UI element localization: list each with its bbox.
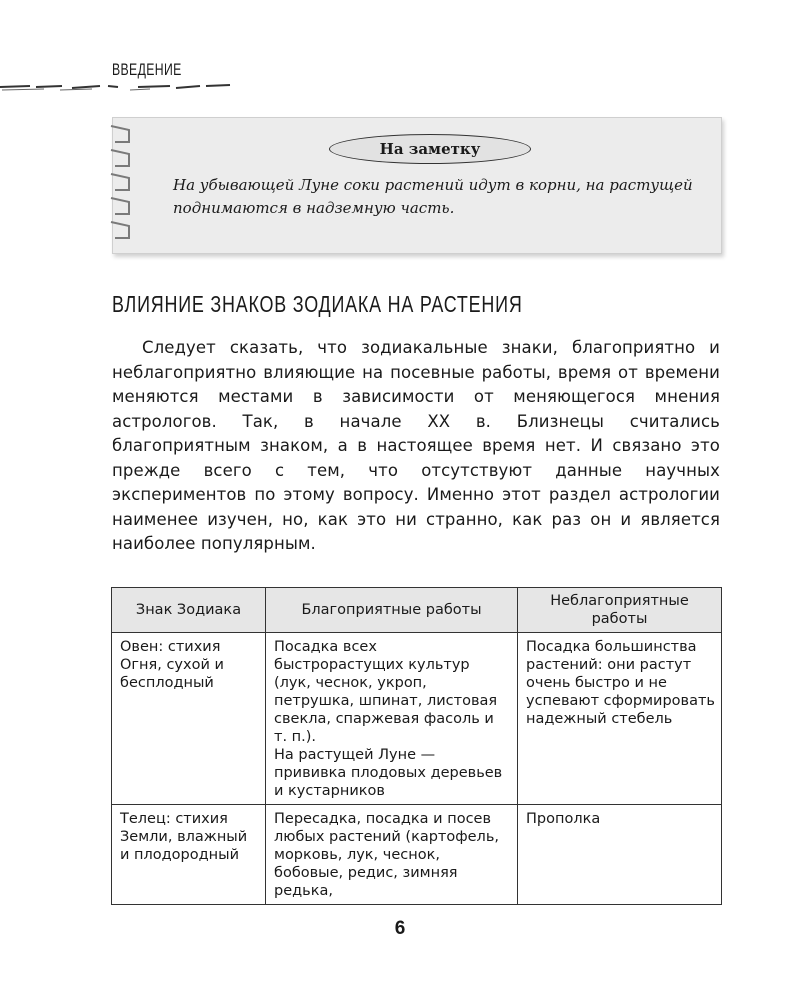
column-header-sign: Знак Зодиака [112, 588, 266, 633]
table-row [112, 633, 722, 805]
cell-favorable: Посадка всех быстрорастущих культур (лук, чеснок, укроп, петрушка, шпинат, листовая свекла, спаржевая фасоль и т. п.). На растущей Луне — прививка плодовых деревьев и кустарников [266, 633, 518, 805]
zodiac-table [111, 587, 722, 905]
note-text: На убывающей Луне соки растений идут в корни, на растущей поднимаются в надземную часть. [173, 176, 693, 217]
spiral-binding-icon [107, 120, 147, 252]
cell-unfavorable: Посадка большинства растений: они растут очень быстро и не успевают сформировать надежный стебель [518, 633, 722, 805]
body-paragraph: Следует сказать, что зодиакальные знаки, благоприятно и неблагоприятно влияющие на посевные работы, время от времени меняются местами в зависимости от меняющегося мнения астрологов. Так, в начале XX в. Близнецы считались благоприятным знаком, а в настоящее время нет. И связано это прежде всего с тем, что отсутствуют данные научных экспериментов по этому вопросу. Именно этот раздел астрологии наименее изучен, но, как это ни странно, как раз он и является наиболее популярным. [112, 338, 720, 553]
header-rule [0, 80, 240, 94]
table-header-row [112, 588, 722, 633]
note-box [112, 117, 722, 254]
table-row [112, 805, 722, 905]
cell-sign: Овен: стихия Огня, сухой и бесплодный [112, 633, 266, 805]
cell-favorable: Пересадка, посадка и посев любых растений (картофель, морковь, лук, чеснок, бобовые, редис, зимняя редька, [266, 805, 518, 905]
column-header-favorable: Благоприятные работы [266, 588, 518, 633]
cell-sign: Телец: стихия Земли, влажный и плодородный [112, 805, 266, 905]
section-title: ВЛИЯНИЕ ЗНАКОВ ЗОДИАКА НА РАСТЕНИЯ [112, 291, 523, 317]
page-number: 6 [394, 918, 406, 939]
cell-unfavorable: Прополка [518, 805, 722, 905]
column-header-unfavorable: Неблагоприятные работы [518, 588, 722, 633]
note-title: На заметку [329, 134, 531, 164]
running-head: ВВЕДЕНИЕ [112, 60, 182, 79]
